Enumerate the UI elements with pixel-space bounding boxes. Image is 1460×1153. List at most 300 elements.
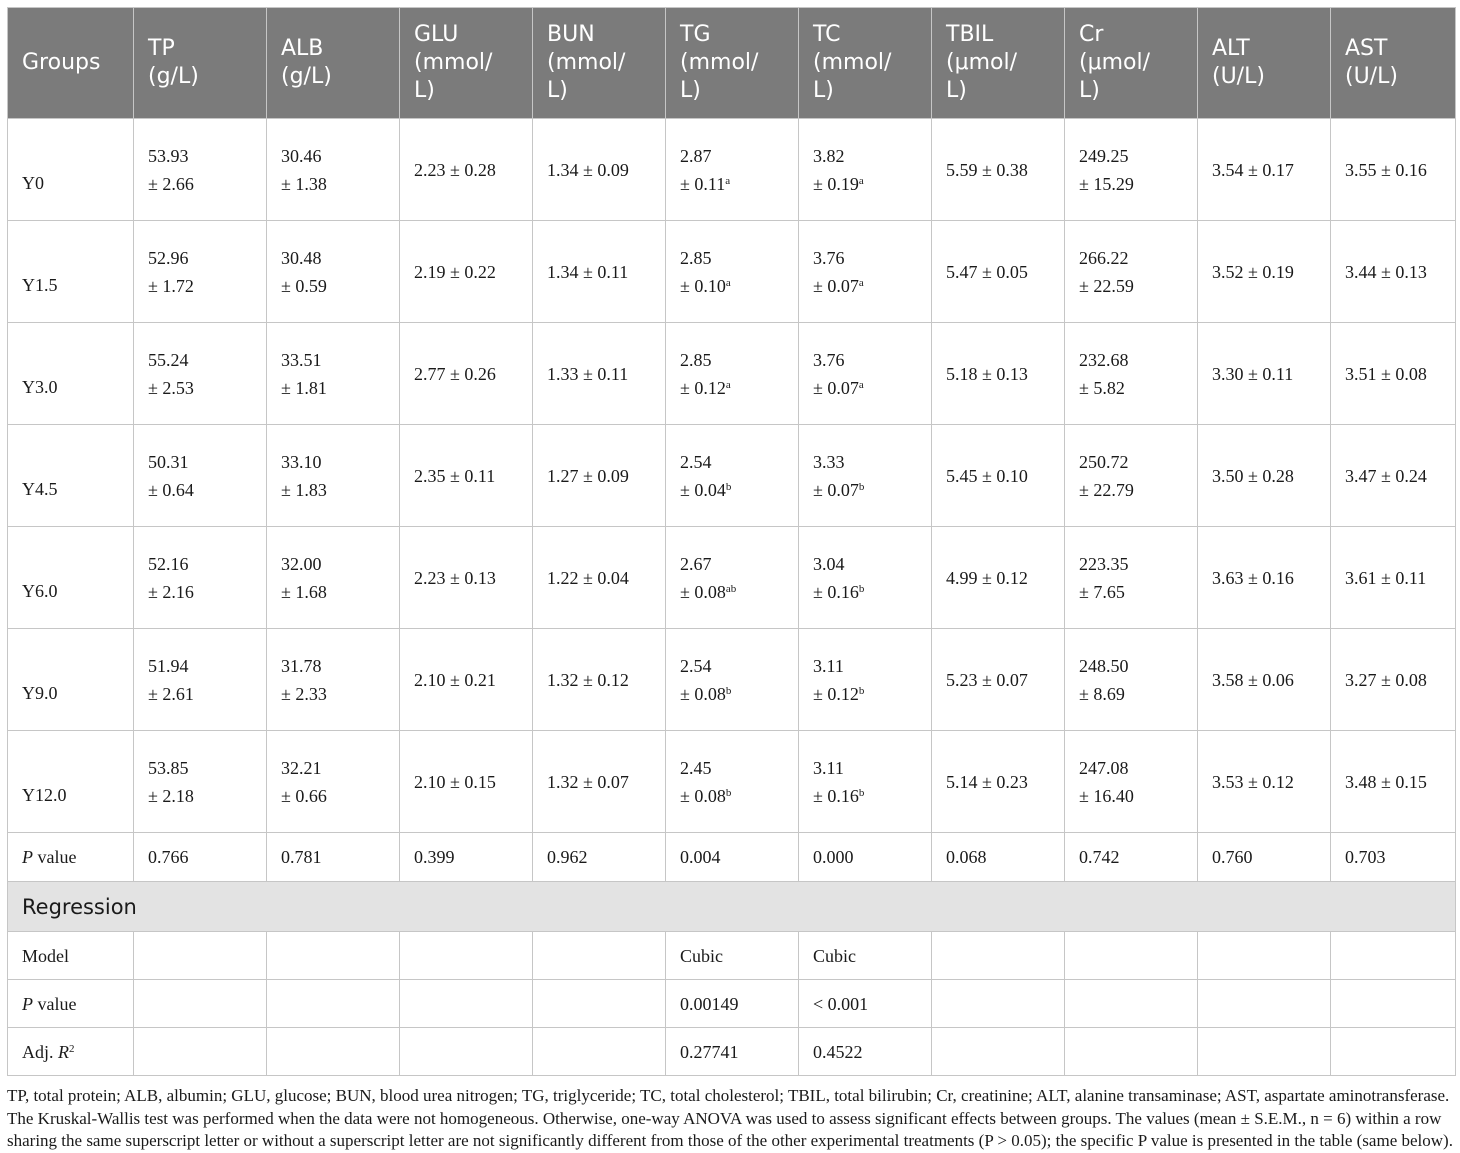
value-cell <box>666 527 799 629</box>
value-cell <box>1331 323 1456 425</box>
value-cell <box>1331 425 1456 527</box>
regression-tc-value: 0.4522 <box>813 1041 863 1062</box>
pvalue: 0.703 <box>1345 847 1386 867</box>
sem-value: ± 1.83 <box>281 479 327 500</box>
mean-value: 3.11 <box>813 757 844 778</box>
group-label: Y4.5 <box>22 478 58 499</box>
sem-value: ± 5.82 <box>1079 377 1125 398</box>
value-cell <box>666 425 799 527</box>
mean-sem-value: 3.44 ± 0.13 <box>1345 261 1427 282</box>
value-cell <box>267 731 400 833</box>
column-header-line: L) <box>813 78 834 103</box>
sem-value: ± 1.72 <box>148 275 194 296</box>
column-header-line: BUN <box>547 22 595 47</box>
mean-value: 32.21 <box>281 757 322 778</box>
value-cell <box>932 629 1065 731</box>
sem-value: ± 0.64 <box>148 479 194 500</box>
column-header-line: (U/L) <box>1212 64 1265 89</box>
sem-value: ± 0.08 <box>680 581 726 602</box>
value-cell <box>1198 629 1331 731</box>
sem-line <box>813 476 921 504</box>
column-header-line: L) <box>946 78 967 103</box>
mean-sem-value: 2.23 ± 0.13 <box>414 567 496 588</box>
mean-sem-value: 5.45 ± 0.10 <box>946 465 1028 486</box>
sem-value: ± 0.07 <box>813 275 859 296</box>
table-row <box>8 731 1456 833</box>
sem-line <box>148 680 256 708</box>
mean-sem-value: 3.51 ± 0.08 <box>1345 363 1427 384</box>
regression-cell <box>1065 1028 1198 1076</box>
pvalue-label <box>8 833 134 882</box>
column-header-groups <box>8 8 134 119</box>
pvalue-cell <box>1065 833 1198 882</box>
regression-tc-value: Cubic <box>813 945 856 966</box>
mean-sem-value: 2.23 ± 0.28 <box>414 159 496 180</box>
pvalue: 0.068 <box>946 847 987 867</box>
significance-superscript: b <box>725 480 732 493</box>
group-cell <box>8 731 134 833</box>
value-cell <box>666 731 799 833</box>
mean-sem-value: 2.77 ± 0.26 <box>414 363 496 384</box>
value-cell <box>1065 323 1198 425</box>
regression-cell <box>932 980 1065 1028</box>
sem-value: ± 15.29 <box>1079 173 1134 194</box>
sem-line <box>281 170 389 198</box>
value-cell <box>267 425 400 527</box>
sem-line <box>680 680 788 708</box>
sem-value: ± 2.18 <box>148 785 194 806</box>
pvalue: 0.781 <box>281 847 322 867</box>
group-label: Y1.5 <box>22 274 58 295</box>
column-header-cr <box>1065 8 1198 119</box>
regression-cell <box>1198 932 1331 980</box>
column-header-bun <box>533 8 666 119</box>
mean-sem-value: 3.54 ± 0.17 <box>1212 159 1294 180</box>
regression-tc-value: < 0.001 <box>813 993 869 1014</box>
mean-value: 249.25 <box>1079 145 1129 166</box>
mean-sem-value: 3.63 ± 0.16 <box>1212 567 1294 588</box>
mean-value: 2.67 <box>680 553 712 574</box>
value-cell <box>533 425 666 527</box>
regression-cell <box>400 980 533 1028</box>
mean-value: 33.10 <box>281 451 322 472</box>
significance-superscript: a <box>725 378 731 391</box>
mean-sem-value: 1.27 ± 0.09 <box>547 465 629 486</box>
table-row <box>8 323 1456 425</box>
regression-cell <box>799 980 932 1028</box>
mean-value: 53.85 <box>148 757 189 778</box>
mean-value: 30.48 <box>281 247 322 268</box>
significance-superscript: a <box>858 378 864 391</box>
significance-superscript: a <box>858 276 864 289</box>
r2-label-text: Adj. <box>22 1041 58 1062</box>
table-row <box>8 221 1456 323</box>
pvalue-row <box>8 833 1456 882</box>
sem-line <box>281 476 389 504</box>
regression-p-italic: P <box>22 993 33 1014</box>
regression-cell <box>1331 980 1456 1028</box>
mean-sem-value: 3.55 ± 0.16 <box>1345 159 1427 180</box>
pvalue: 0.742 <box>1079 847 1120 867</box>
sem-value: ± 0.66 <box>281 785 327 806</box>
column-header-line: L) <box>1079 78 1100 103</box>
regression-tg-value: 0.27741 <box>680 1041 739 1062</box>
sem-value: ± 0.07 <box>813 377 859 398</box>
pvalue-cell <box>1331 833 1456 882</box>
regression-title: Regression <box>8 882 1456 932</box>
sem-line <box>148 578 256 606</box>
sem-value: ± 2.16 <box>148 581 194 602</box>
value-cell <box>799 731 932 833</box>
sem-value: ± 0.10 <box>680 275 726 296</box>
pvalue: 0.962 <box>547 847 588 867</box>
value-cell <box>533 119 666 221</box>
pvalue-label-p: P <box>22 847 33 867</box>
significance-superscript: b <box>725 786 732 799</box>
column-header-alt <box>1198 8 1331 119</box>
mean-value: 3.04 <box>813 553 845 574</box>
r2-label-sup: 2 <box>69 1042 75 1055</box>
mean-value: 33.51 <box>281 349 322 370</box>
mean-value: 3.82 <box>813 145 845 166</box>
adj-r2-row-label <box>8 1028 134 1076</box>
pvalue: 0.760 <box>1212 847 1253 867</box>
column-header-tc <box>799 8 932 119</box>
column-header-line: (μmol/ <box>946 50 1017 75</box>
mean-sem-value: 2.10 ± 0.15 <box>414 771 496 792</box>
sem-line <box>680 476 788 504</box>
pvalue-cell <box>666 833 799 882</box>
regression-cell <box>932 1028 1065 1076</box>
value-cell <box>533 221 666 323</box>
sem-line <box>1079 680 1187 708</box>
mean-value: 2.85 <box>680 349 712 370</box>
sem-line <box>148 170 256 198</box>
value-cell <box>1198 425 1331 527</box>
regression-tg-value: 0.00149 <box>680 993 739 1014</box>
sem-line <box>281 374 389 402</box>
column-header-tp <box>134 8 267 119</box>
value-cell <box>533 629 666 731</box>
regression-pvalue-row <box>8 980 1456 1028</box>
mean-value: 2.85 <box>680 247 712 268</box>
regression-cell <box>1198 980 1331 1028</box>
value-cell <box>1198 731 1331 833</box>
regression-cell <box>799 1028 932 1076</box>
value-cell <box>400 425 533 527</box>
mean-sem-value: 3.52 ± 0.19 <box>1212 261 1294 282</box>
column-header-line: L) <box>547 78 568 103</box>
value-cell <box>1331 527 1456 629</box>
model-row-label <box>8 932 134 980</box>
mean-sem-value: 2.35 ± 0.11 <box>414 465 496 486</box>
sem-line <box>680 170 788 198</box>
value-cell <box>400 221 533 323</box>
value-cell <box>1331 629 1456 731</box>
mean-sem-value: 2.10 ± 0.21 <box>414 669 496 690</box>
mean-value: 266.22 <box>1079 247 1129 268</box>
value-cell <box>799 629 932 731</box>
sem-value: ± 2.66 <box>148 173 194 194</box>
mean-value: 3.11 <box>813 655 844 676</box>
regression-cell <box>1065 980 1198 1028</box>
column-header-line: AST <box>1345 36 1388 61</box>
pvalue-cell <box>533 833 666 882</box>
mean-sem-value: 3.61 ± 0.11 <box>1345 567 1427 588</box>
abbreviation-note: TP, total protein; ALB, albumin; GLU, glucose; BUN, blood urea nitrogen; TG, triglyceride; TC, total cholesterol; TBIL, total bilirubin; Cr, creatinine; ALT, alanine transaminase; AST, aspartate aminotransferase. <box>7 1086 1450 1105</box>
pvalue-cell <box>932 833 1065 882</box>
column-header-ast <box>1331 8 1456 119</box>
regression-cell <box>400 1028 533 1076</box>
mean-value: 2.87 <box>680 145 712 166</box>
mean-sem-value: 1.22 ± 0.04 <box>547 567 629 588</box>
regression-cell <box>666 1028 799 1076</box>
sem-value: ± 0.04 <box>680 479 726 500</box>
sem-line <box>148 374 256 402</box>
group-label: Y3.0 <box>22 376 58 397</box>
column-header-line: (U/L) <box>1345 64 1398 89</box>
sem-value: ± 16.40 <box>1079 785 1134 806</box>
column-header-tg <box>666 8 799 119</box>
regression-cell <box>1065 932 1198 980</box>
column-header-line: Groups <box>22 50 101 75</box>
group-label: Y0 <box>22 172 44 193</box>
sem-line <box>1079 272 1187 300</box>
mean-value: 31.78 <box>281 655 322 676</box>
mean-sem-value: 5.47 ± 0.05 <box>946 261 1028 282</box>
mean-sem-value: 1.32 ± 0.07 <box>547 771 629 792</box>
mean-sem-value: 3.50 ± 0.28 <box>1212 465 1294 486</box>
group-cell <box>8 323 134 425</box>
mean-value: 3.76 <box>813 349 845 370</box>
sem-line <box>813 272 921 300</box>
value-cell <box>666 629 799 731</box>
value-cell <box>134 527 267 629</box>
value-cell <box>400 629 533 731</box>
sem-value: ± 0.59 <box>281 275 327 296</box>
sem-value: ± 8.69 <box>1079 683 1125 704</box>
mean-value: 232.68 <box>1079 349 1129 370</box>
value-cell <box>799 119 932 221</box>
pvalue-cell <box>400 833 533 882</box>
sem-line <box>281 680 389 708</box>
regression-tg-value: Cubic <box>680 945 723 966</box>
value-cell <box>799 527 932 629</box>
mean-value: 250.72 <box>1079 451 1129 472</box>
sem-value: ± 0.12 <box>813 683 859 704</box>
sem-line <box>813 578 921 606</box>
value-cell <box>666 119 799 221</box>
mean-sem-value: 5.18 ± 0.13 <box>946 363 1028 384</box>
value-cell <box>666 221 799 323</box>
sem-line <box>813 374 921 402</box>
group-label: Y9.0 <box>22 682 58 703</box>
value-cell <box>267 323 400 425</box>
pvalue: 0.399 <box>414 847 455 867</box>
group-cell <box>8 221 134 323</box>
value-cell <box>932 527 1065 629</box>
value-cell <box>799 221 932 323</box>
pvalue-cell <box>267 833 400 882</box>
mean-sem-value: 2.19 ± 0.22 <box>414 261 496 282</box>
column-header-line: Cr <box>1079 22 1104 47</box>
group-cell <box>8 119 134 221</box>
value-cell <box>799 323 932 425</box>
value-cell <box>1198 323 1331 425</box>
sem-value: ± 22.79 <box>1079 479 1134 500</box>
pvalue: 0.004 <box>680 847 721 867</box>
column-header-alb <box>267 8 400 119</box>
sem-value: ± 22.59 <box>1079 275 1134 296</box>
value-cell <box>1198 221 1331 323</box>
significance-superscript: a <box>725 276 731 289</box>
sem-value: ± 7.65 <box>1079 581 1125 602</box>
table-footnotes <box>7 1085 1453 1152</box>
regression-header-row <box>8 882 1456 932</box>
group-cell <box>8 527 134 629</box>
sem-value: ± 0.16 <box>813 581 859 602</box>
value-cell <box>400 323 533 425</box>
column-header-line: TBIL <box>946 22 994 47</box>
mean-value: 3.33 <box>813 451 845 472</box>
pvalue-cell <box>799 833 932 882</box>
significance-superscript: a <box>858 174 864 187</box>
regression-cell <box>1198 1028 1331 1076</box>
value-cell <box>533 323 666 425</box>
mean-value: 52.16 <box>148 553 189 574</box>
column-header-line: (mmol/ <box>414 50 493 75</box>
value-cell <box>134 323 267 425</box>
sem-line <box>281 272 389 300</box>
regression-cell <box>799 932 932 980</box>
sem-value: ± 2.53 <box>148 377 194 398</box>
mean-value: 30.46 <box>281 145 322 166</box>
mean-sem-value: 3.27 ± 0.08 <box>1345 669 1427 690</box>
significance-superscript: b <box>858 480 865 493</box>
mean-sem-value: 1.34 ± 0.11 <box>547 261 629 282</box>
value-cell <box>134 119 267 221</box>
table-row <box>8 119 1456 221</box>
pvalue-label-text: value <box>33 847 77 867</box>
value-cell <box>1065 425 1198 527</box>
mean-sem-value: 5.59 ± 0.38 <box>946 159 1028 180</box>
value-cell <box>666 323 799 425</box>
mean-value: 248.50 <box>1079 655 1129 676</box>
sem-line <box>1079 782 1187 810</box>
sem-line <box>680 272 788 300</box>
sem-value: ± 0.19 <box>813 173 859 194</box>
value-cell <box>1065 731 1198 833</box>
value-cell <box>400 527 533 629</box>
group-cell <box>8 629 134 731</box>
sem-line <box>1079 374 1187 402</box>
value-cell <box>1065 527 1198 629</box>
value-cell <box>1065 119 1198 221</box>
regression-cell <box>533 932 666 980</box>
value-cell <box>1331 119 1456 221</box>
sem-line <box>680 578 788 606</box>
value-cell <box>267 119 400 221</box>
sem-value: ± 0.08 <box>680 683 726 704</box>
sem-line <box>680 782 788 810</box>
mean-sem-value: 5.14 ± 0.23 <box>946 771 1028 792</box>
regression-cell <box>533 1028 666 1076</box>
group-cell <box>8 425 134 527</box>
value-cell <box>134 221 267 323</box>
mean-sem-value: 5.23 ± 0.07 <box>946 669 1028 690</box>
column-header-line: ALT <box>1212 36 1250 61</box>
regression-cell <box>134 980 267 1028</box>
regression-cell <box>134 1028 267 1076</box>
regression-cell <box>267 932 400 980</box>
regression-cell <box>666 980 799 1028</box>
table-row <box>8 425 1456 527</box>
value-cell <box>1331 731 1456 833</box>
regression-cell <box>267 1028 400 1076</box>
value-cell <box>1198 119 1331 221</box>
column-header-line: (g/L) <box>281 64 332 89</box>
column-header-line: (mmol/ <box>680 50 759 75</box>
column-header-line: TP <box>148 36 175 61</box>
table-row <box>8 527 1456 629</box>
serum-biochemistry-table <box>7 7 1456 1076</box>
significance-superscript: b <box>725 684 732 697</box>
sem-value: ± 0.16 <box>813 785 859 806</box>
pvalue-cell <box>1198 833 1331 882</box>
sem-line <box>148 272 256 300</box>
pvalue-cell <box>134 833 267 882</box>
regression-cell <box>1331 1028 1456 1076</box>
mean-value: 3.76 <box>813 247 845 268</box>
significance-superscript: b <box>858 684 865 697</box>
regression-cell <box>533 980 666 1028</box>
value-cell <box>400 119 533 221</box>
sem-line <box>281 782 389 810</box>
sem-value: ± 0.08 <box>680 785 726 806</box>
sem-line <box>1079 578 1187 606</box>
mean-sem-value: 1.34 ± 0.09 <box>547 159 629 180</box>
value-cell <box>932 221 1065 323</box>
column-header-line: (mmol/ <box>813 50 892 75</box>
mean-sem-value: 4.99 ± 0.12 <box>946 567 1028 588</box>
value-cell <box>932 425 1065 527</box>
sem-line <box>148 782 256 810</box>
mean-value: 52.96 <box>148 247 189 268</box>
sem-line <box>813 782 921 810</box>
group-label: Y12.0 <box>22 784 67 805</box>
significance-superscript: b <box>858 582 865 595</box>
significance-superscript: a <box>725 174 731 187</box>
mean-value: 2.54 <box>680 451 712 472</box>
model-label-text: Model <box>22 945 69 966</box>
value-cell <box>1065 221 1198 323</box>
significance-superscript: ab <box>725 582 737 595</box>
mean-value: 247.08 <box>1079 757 1129 778</box>
regression-p-text: value <box>33 993 77 1014</box>
significance-superscript: b <box>858 786 865 799</box>
sem-value: ± 0.11 <box>680 173 726 194</box>
table-body <box>8 119 1456 1076</box>
column-header-glu <box>400 8 533 119</box>
mean-value: 53.93 <box>148 145 189 166</box>
regression-cell <box>1331 932 1456 980</box>
column-header-line: ALB <box>281 36 324 61</box>
column-header-line: L) <box>414 78 435 103</box>
sem-line <box>148 476 256 504</box>
sem-value: ± 1.38 <box>281 173 327 194</box>
table-row <box>8 629 1456 731</box>
header-row <box>8 8 1456 119</box>
